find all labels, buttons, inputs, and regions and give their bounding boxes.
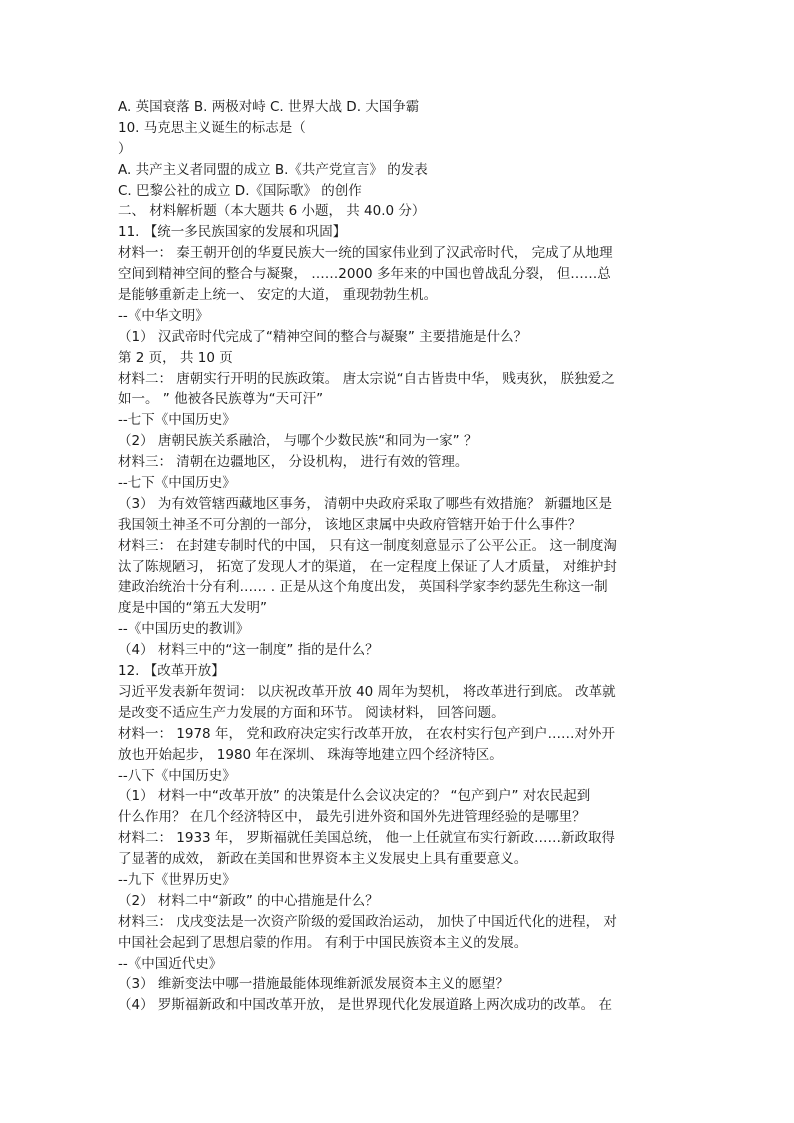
material-text: 中国社会起到了思想启蒙的作用。 有利于中国民族资本主义的发展。 [118,934,528,951]
source-citation: --七下《中国历史》 [118,412,236,429]
material-text: 材料三： 戊戌变法是一次资产阶级的爱国政治运动， 加快了中国近代化的进程， 对 [118,913,617,930]
sub-question: （3） 维新变法中哪一措施最能体现维新派发展资本主义的愿望？ [118,976,509,993]
sub-question: （2） 材料二中“新政” 的中心措施是什么？ [118,892,379,909]
material-text: 习近平发表新年贺词： 以庆祝改革开放 40 周年为契机， 将改革进行到底。 改革就 [118,683,616,700]
material-text: 材料二： 1933 年， 罗斯福就任美国总统， 他一上任就宣布实行新政……新政取得 [118,830,616,847]
material-text: 材料三： 在封建专制时代的中国， 只有这一制度刻意显示了公平公正。 这一制度淘 [118,537,617,554]
question-11-title: 11. 【统一多民族国家的发展和巩固】 [118,224,347,241]
question-10: 10. 马克思主义诞生的标志是（ [118,119,306,136]
document-page [118,97,658,1016]
source-citation: --九下《世界历史》 [118,871,236,888]
sub-question: （3） 为有效管辖西藏地区事务， 清朝中央政府采取了哪些有效措施？ 新疆地区是 [118,495,612,512]
option-line: A. 英国衰落 B. 两极对峙 C. 世界大战 D. 大国争霸 [118,99,420,115]
material-text: 材料一： 1978 年， 党和政府决定实行改革开放， 在农村实行包产到户……对外开 [118,725,616,742]
sub-question: （4） 罗斯福新政和中国改革开放， 是世界现代化发展道路上两次成功的改革。 在 [118,997,612,1014]
source-citation: --八下《中国历史》 [118,767,236,784]
sub-question: （1） 材料一中“改革开放” 的决策是什么会议决定的？ “包产到户” 对农民起到 [118,788,591,805]
material-text: 空间到精神空间的整合与凝聚， ……2000 多年来的中国也曾战乱分裂， 但……总 [118,266,611,283]
option-line: A. 共产主义者同盟的成立 B.《共产党宣言》 的发表 [118,161,428,178]
question-10-cont: ） [118,140,132,157]
material-text: 了显著的成效， 新政在美国和世界资本主义发展史上具有重要意义。 [118,851,528,868]
sub-question: 什么作用？ 在几个经济特区中， 最先引进外资和国外先进管理经验的是哪里？ [118,809,586,826]
question-12-title: 12. 【改革开放】 [118,663,225,680]
material-text: 材料三： 清朝在边疆地区， 分设机构， 进行有效的管理。 [118,454,469,471]
section-heading: 二、 材料解析题（本大题共 6 小题， 共 40.0 分） [118,203,426,220]
sub-question: （2） 唐朝民族关系融洽， 与哪个少数民族“和同为一家” ？ [118,433,478,450]
source-citation: --七下《中国历史》 [118,475,236,492]
sub-question: （4） 材料三中的“这一制度” 指的是什么？ [118,642,379,659]
page-number: 第 2 页， 共 10 页 [118,349,233,366]
material-text: 是改变不适应生产力发展的方面和环节。 阅读材料， 回答问题。 [118,704,505,721]
material-text: 材料一： 秦王朝开创的华夏民族大一统的国家伟业到了汉武帝时代， 完成了从地理 [118,245,613,262]
sub-question: （1） 汉武帝时代完成了“精神空间的整合与凝聚” 主要措施是什么？ [118,328,528,345]
source-citation: --《中华文明》 [118,307,209,324]
material-text: 汰了陈规陋习， 拓宽了发现人才的渠道， 在一定程度上保证了人才质量， 对维护封 [118,558,617,575]
material-text: 是能够重新走上统一、 安定的大道， 重现勃勃生机。 [118,287,438,304]
sub-question: 我国领土神圣不可分割的一部分， 该地区隶属中央政府管辖开始于什么事件？ [118,516,582,533]
material-text: 度是中国的“第五大发明” [118,600,267,617]
source-citation: --《中国历史的教训》 [118,621,250,638]
material-text: 放也开始起步， 1980 年在深圳、 珠海等地建立四个经济特区。 [118,746,503,763]
material-text: 如一。 ” 他被各民族尊为“天可汗” [118,391,324,408]
material-text: 材料二： 唐朝实行开明的民族政策。 唐太宗说“自古皆贵中华， 贱夷狄， 朕独爱之 [118,370,615,387]
source-citation: --《中国近代史》 [118,955,223,972]
material-text: 建政治统治十分有利…… . 正是从这个角度出发， 英国科学家李约瑟先生称这一制 [118,579,608,596]
option-line: C. 巴黎公社的成立 D.《国际歌》 的创作 [118,182,362,199]
